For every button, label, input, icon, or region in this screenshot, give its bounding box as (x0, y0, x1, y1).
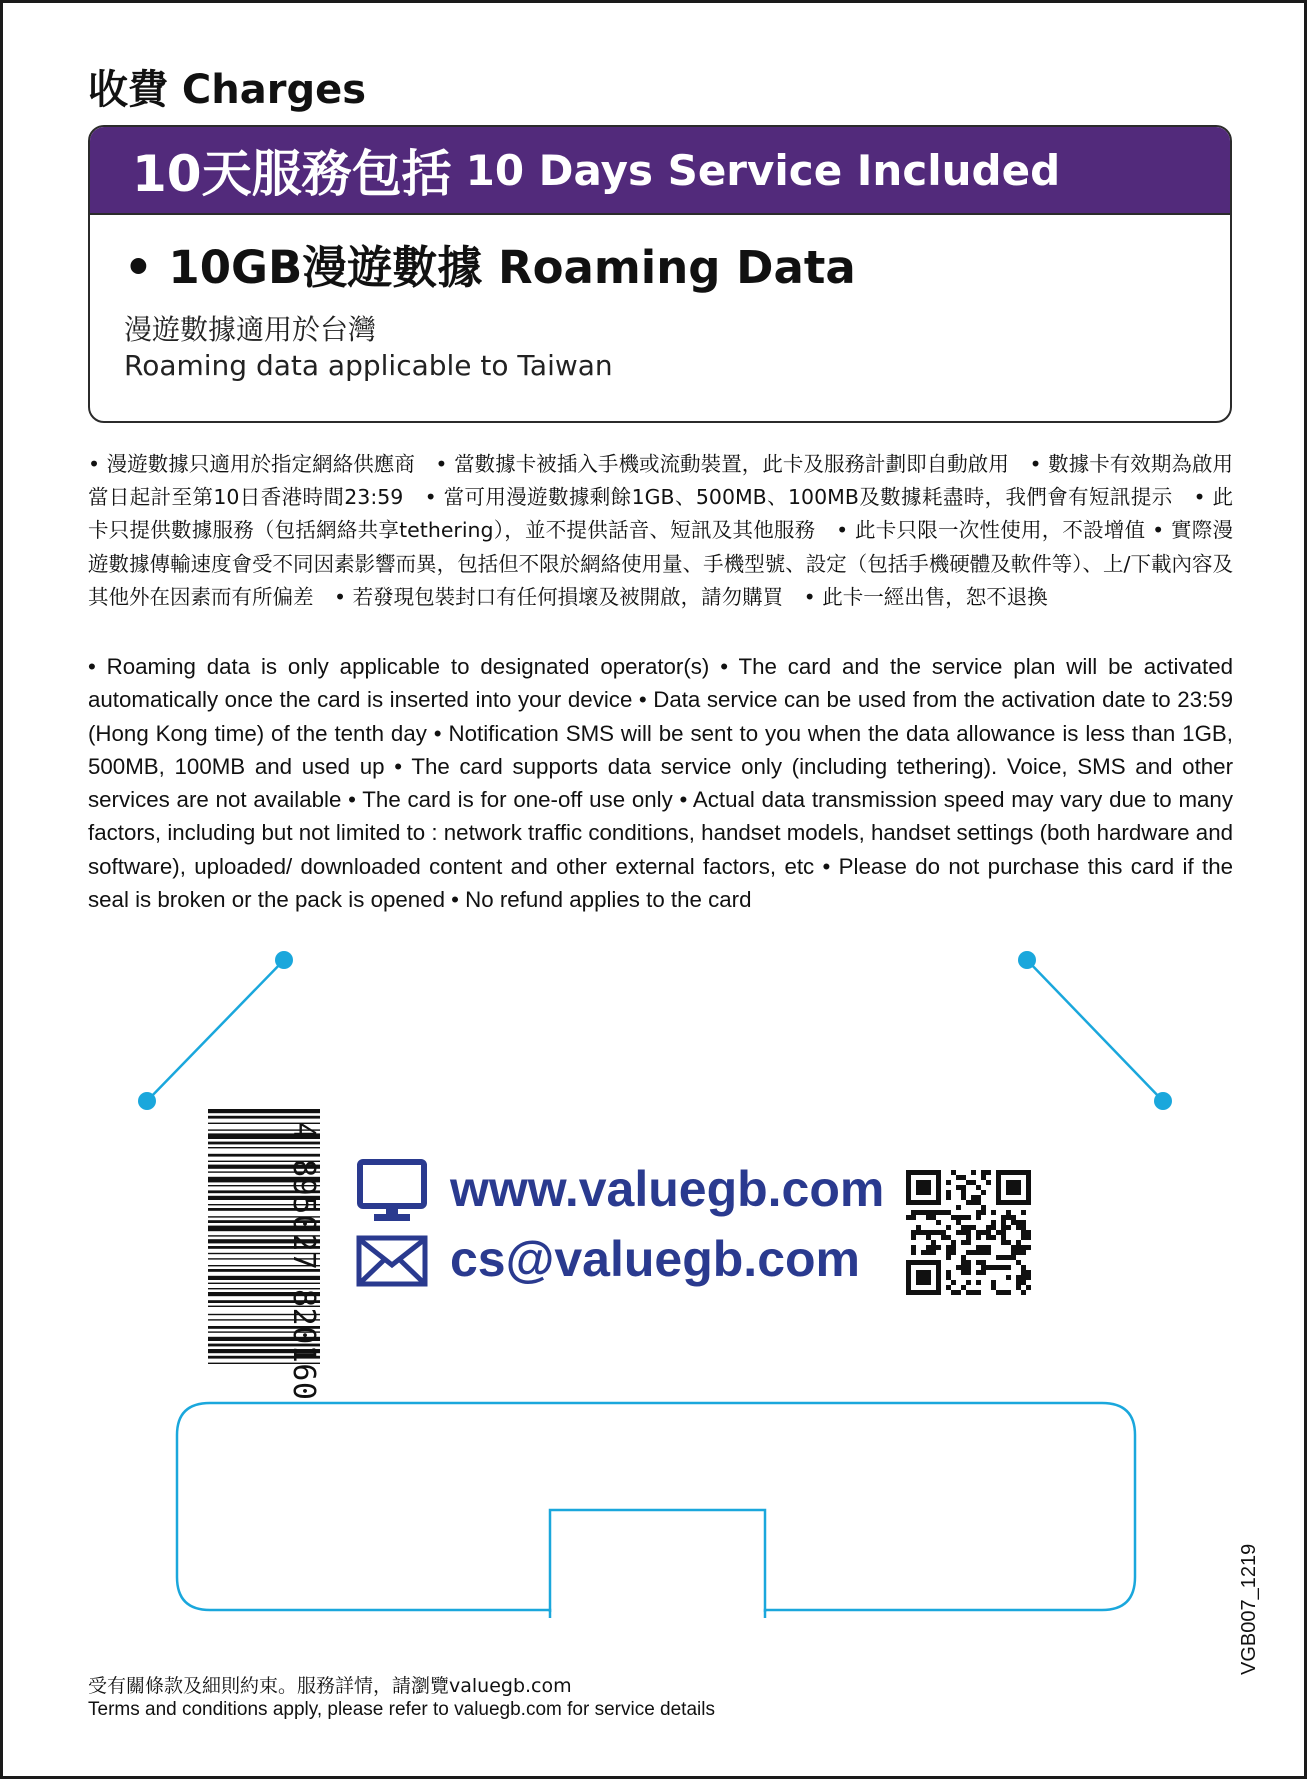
qr-module (1021, 1290, 1026, 1295)
barcode-number: 4 895027 820160 (286, 1122, 321, 1401)
qr-module (946, 1190, 951, 1195)
qr-module (1001, 1255, 1006, 1260)
qr-module (976, 1250, 981, 1255)
qr-module (926, 1250, 931, 1255)
qr-module (946, 1250, 951, 1255)
qr-module (981, 1190, 986, 1195)
qr-module (981, 1230, 986, 1235)
qr-module (946, 1235, 951, 1240)
qr-module (951, 1170, 956, 1175)
qr-module (976, 1200, 981, 1205)
qr-module (956, 1230, 961, 1235)
qr-module (976, 1235, 981, 1240)
qr-module (976, 1270, 981, 1275)
qr-module (916, 1210, 921, 1215)
qr-module (1021, 1270, 1026, 1275)
qr-module (921, 1250, 926, 1255)
qr-module (1021, 1265, 1026, 1270)
terms-english: • Roaming data is only applicable to designated operator(s) • The card and the service plan will be activated automatically once the card is inserted into your device • Data service can be used from the activation date to 23:59 (Hong Kong time) of the tenth day • Notification SMS will be sent to you when the data allowance is less than 1GB, 500MB, 100MB and used up • The card supports data service only (including tethering). Voice, SMS and other services are not available • The card is for one-off use only • Actual data transmission speed may vary due to many factors, including but not limited to : network traffic conditions, handset models, handset settings (both hardware and software), uploaded/ downloaded content and other external factors, etc • Please do not purchase this card if the seal is broken or the pack is opened • No refund applies to the card (88, 654, 1233, 913)
qr-module (911, 1245, 916, 1250)
footer-terms-zh: 受有關條款及細則約束。服務詳情，請瀏覽valuegb.com (88, 1675, 572, 1697)
qr-module (971, 1195, 976, 1200)
sim-tray-notch (550, 1510, 765, 1618)
qr-module (956, 1185, 961, 1190)
qr-module (961, 1285, 966, 1290)
qr-module (946, 1270, 951, 1275)
qr-module (946, 1275, 951, 1280)
qr-module (916, 1230, 921, 1235)
qr-module (1011, 1220, 1016, 1225)
qr-module (911, 1210, 916, 1215)
qr-module (1016, 1285, 1021, 1290)
qr-module (1021, 1210, 1026, 1215)
qr-module (986, 1170, 991, 1175)
qr-module (936, 1210, 941, 1215)
qr-module (926, 1235, 931, 1240)
qr-module (1006, 1275, 1011, 1280)
qr-module (1016, 1260, 1021, 1265)
qr-module (966, 1200, 971, 1205)
qr-module (996, 1230, 1001, 1235)
qr-module (981, 1250, 986, 1255)
qr-module (946, 1210, 951, 1215)
qr-module (1001, 1220, 1006, 1225)
qr-module (991, 1210, 996, 1215)
qr-module (991, 1265, 996, 1270)
qr-module (961, 1265, 966, 1270)
qr-module (966, 1215, 971, 1220)
barcode-bar (208, 1116, 320, 1119)
qr-module (1001, 1265, 1006, 1270)
monitor-icon (356, 1158, 428, 1224)
qr-module (966, 1235, 971, 1240)
qr-module (1026, 1285, 1031, 1290)
qr-module (986, 1235, 991, 1240)
qr-module (966, 1225, 971, 1230)
guide-dot-bottom-right (1154, 1092, 1172, 1110)
qr-module (971, 1290, 976, 1295)
qr-module (976, 1230, 981, 1235)
website-link[interactable]: www.valuegb.com (450, 1161, 885, 1217)
qr-module (971, 1180, 976, 1185)
qr-module (1006, 1215, 1011, 1220)
qr-module (976, 1185, 981, 1190)
qr-module (1006, 1265, 1011, 1270)
guide-line-right (1027, 960, 1163, 1101)
qr-module (926, 1245, 931, 1250)
qr-module (1016, 1220, 1021, 1225)
qr-module (981, 1245, 986, 1250)
qr-module (961, 1185, 966, 1190)
qr-module (976, 1280, 981, 1285)
qr-module (911, 1250, 916, 1255)
qr-module (1016, 1240, 1021, 1245)
qr-module (931, 1250, 936, 1255)
qr-module (1026, 1245, 1031, 1250)
qr-module (946, 1225, 951, 1230)
qr-module (1016, 1275, 1021, 1280)
qr-module (961, 1240, 966, 1245)
qr-module (1011, 1250, 1016, 1255)
qr-module (931, 1230, 936, 1235)
qr-module (941, 1230, 946, 1235)
qr-module (1006, 1225, 1011, 1230)
qr-module (921, 1210, 926, 1215)
qr-module (1001, 1230, 1006, 1235)
qr-module (941, 1235, 946, 1240)
qr-module (921, 1230, 926, 1235)
qr-module (1011, 1255, 1016, 1260)
qr-module (956, 1220, 961, 1225)
qr-module (951, 1240, 956, 1245)
qr-module (961, 1190, 966, 1195)
qr-module (1021, 1220, 1026, 1225)
roaming-scope-zh: 漫遊數據適用於台灣 (124, 313, 377, 346)
qr-finder-core (916, 1180, 931, 1195)
barcode-bar (208, 1109, 320, 1113)
qr-module (916, 1225, 921, 1230)
qr-module (981, 1265, 986, 1270)
qr-module (1021, 1225, 1026, 1230)
footer-terms-en: Terms and conditions apply, please refer to valuegb.com for service details (88, 1699, 715, 1720)
qr-module (1001, 1240, 1006, 1245)
qr-module (1011, 1245, 1016, 1250)
qr-module (956, 1215, 961, 1220)
qr-module (911, 1235, 916, 1240)
qr-module (966, 1280, 971, 1285)
qr-module (966, 1290, 971, 1295)
qr-module (961, 1230, 966, 1235)
qr-module (926, 1215, 931, 1220)
qr-module (961, 1255, 966, 1260)
email-link[interactable]: cs@valuegb.com (450, 1231, 861, 1287)
qr-module (931, 1240, 936, 1245)
product-code: VGB007_1219 (1238, 1543, 1260, 1675)
qr-module (931, 1215, 936, 1220)
qr-module (911, 1215, 916, 1220)
qr-module (1021, 1280, 1026, 1285)
qr-module (976, 1245, 981, 1250)
terms-chinese: • 漫遊數據只適用於指定網絡供應商 • 當數據卡被插入手機或流動裝置，此卡及服務計劃即自動啟用 • 數據卡有效期為啟用當日起計至第10日香港時間23:59 • 當可用漫遊數據剩餘1GB、500MB、100MB及數據耗盡時，我們會有短訊提示 • 此卡只提供數據服務（包括網絡共享tethering），並不提供話音、短訊及其他服務 • 此卡只限一次性使用，不設增值 • 實際漫遊數據傳輸速度會受不同因素影響而異，包括但不限於網絡使用量、手機型號、設定（包括手機硬體及軟件等）、上/下載內容及其他外在因素而有所偏差 • 若發現包裝封口有任何損壞及被開啟，請勿購買 • 此卡一經出售，恕不退換 (88, 452, 1233, 609)
qr-module (946, 1195, 951, 1200)
page-title: 收費 Charges (88, 67, 367, 113)
qr-module (936, 1245, 941, 1250)
sim-tray-outline (177, 1403, 1135, 1612)
qr-module (961, 1260, 966, 1265)
qr-module (1026, 1230, 1031, 1235)
qr-module (1016, 1225, 1021, 1230)
qr-module (1006, 1240, 1011, 1245)
guide-dot-top-left (275, 951, 293, 969)
qr-module (1006, 1290, 1011, 1295)
qr-code (906, 1170, 1031, 1295)
service-title-en: 10 Days Service Included (465, 145, 1061, 195)
qr-module (971, 1250, 976, 1255)
qr-module (1026, 1270, 1031, 1275)
qr-module (1026, 1235, 1031, 1240)
qr-module (991, 1225, 996, 1230)
qr-module (956, 1205, 961, 1210)
service-title-zh: 10天服務包括 (132, 145, 452, 203)
qr-module (951, 1290, 956, 1295)
qr-module (961, 1225, 966, 1230)
qr-module (996, 1265, 1001, 1270)
qr-module (946, 1285, 951, 1290)
qr-module (966, 1180, 971, 1185)
qr-module (976, 1260, 981, 1265)
qr-module (961, 1215, 966, 1220)
qr-module (966, 1260, 971, 1265)
qr-module (951, 1280, 956, 1285)
qr-module (976, 1210, 981, 1215)
qr-module (1021, 1275, 1026, 1280)
envelope-icon (356, 1235, 428, 1287)
qr-module (946, 1255, 951, 1260)
qr-module (1011, 1215, 1016, 1220)
qr-module (991, 1280, 996, 1285)
qr-module (936, 1230, 941, 1235)
qr-module (961, 1195, 966, 1200)
qr-finder-core (916, 1270, 931, 1285)
qr-module (1001, 1235, 1006, 1240)
qr-module (906, 1215, 911, 1220)
qr-module (961, 1270, 966, 1275)
qr-module (1006, 1255, 1011, 1260)
qr-module (996, 1255, 1001, 1260)
qr-module (911, 1230, 916, 1235)
qr-module (991, 1285, 996, 1290)
qr-module (936, 1220, 941, 1225)
qr-module (986, 1225, 991, 1230)
qr-module (981, 1205, 986, 1210)
qr-module (941, 1210, 946, 1215)
qr-finder-core (1006, 1180, 1021, 1195)
qr-module (981, 1170, 986, 1175)
qr-module (946, 1245, 951, 1250)
qr-module (956, 1290, 961, 1295)
qr-module (1021, 1230, 1026, 1235)
guide-dot-top-right (1018, 951, 1036, 969)
qr-module (1001, 1225, 1006, 1230)
qr-module (981, 1175, 986, 1180)
qr-module (1021, 1245, 1026, 1250)
qr-module (981, 1260, 986, 1265)
qr-module (971, 1200, 976, 1205)
guide-line-left (147, 960, 284, 1101)
qr-module (991, 1235, 996, 1240)
qr-module (946, 1180, 951, 1185)
qr-module (1021, 1250, 1026, 1255)
qr-module (986, 1250, 991, 1255)
qr-module (976, 1195, 981, 1200)
qr-module (966, 1250, 971, 1255)
qr-module (1016, 1280, 1021, 1285)
qr-module (971, 1170, 976, 1175)
qr-module (951, 1250, 956, 1255)
qr-module (956, 1175, 961, 1180)
qr-module (1006, 1210, 1011, 1215)
qr-module (1016, 1250, 1021, 1255)
qr-module (931, 1245, 936, 1250)
qr-module (986, 1265, 991, 1270)
qr-module (1026, 1275, 1031, 1280)
roaming-scope-en: Roaming data applicable to Taiwan (124, 349, 613, 382)
qr-module (926, 1230, 931, 1235)
qr-module (1021, 1235, 1026, 1240)
qr-module (951, 1245, 956, 1250)
qr-module (966, 1230, 971, 1235)
qr-module (956, 1265, 961, 1270)
qr-module (996, 1290, 1001, 1295)
qr-module (926, 1210, 931, 1215)
guide-dot-bottom-left (138, 1092, 156, 1110)
qr-module (986, 1245, 991, 1250)
qr-module (976, 1290, 981, 1295)
qr-module (961, 1175, 966, 1180)
qr-module (981, 1210, 986, 1215)
qr-module (966, 1265, 971, 1270)
qr-module (986, 1230, 991, 1235)
qr-module (931, 1210, 936, 1215)
qr-module (1001, 1215, 1006, 1220)
qr-module (986, 1180, 991, 1185)
qr-module (971, 1225, 976, 1230)
roaming-data-bullet: • 10GB漫遊數據 Roaming Data (124, 241, 856, 294)
qr-module (981, 1270, 986, 1275)
qr-module (1016, 1245, 1021, 1250)
qr-module (966, 1240, 971, 1245)
qr-module (991, 1220, 996, 1225)
qr-module (951, 1215, 956, 1220)
qr-module (1001, 1290, 1006, 1295)
qr-module (966, 1270, 971, 1275)
qr-module (976, 1215, 981, 1220)
